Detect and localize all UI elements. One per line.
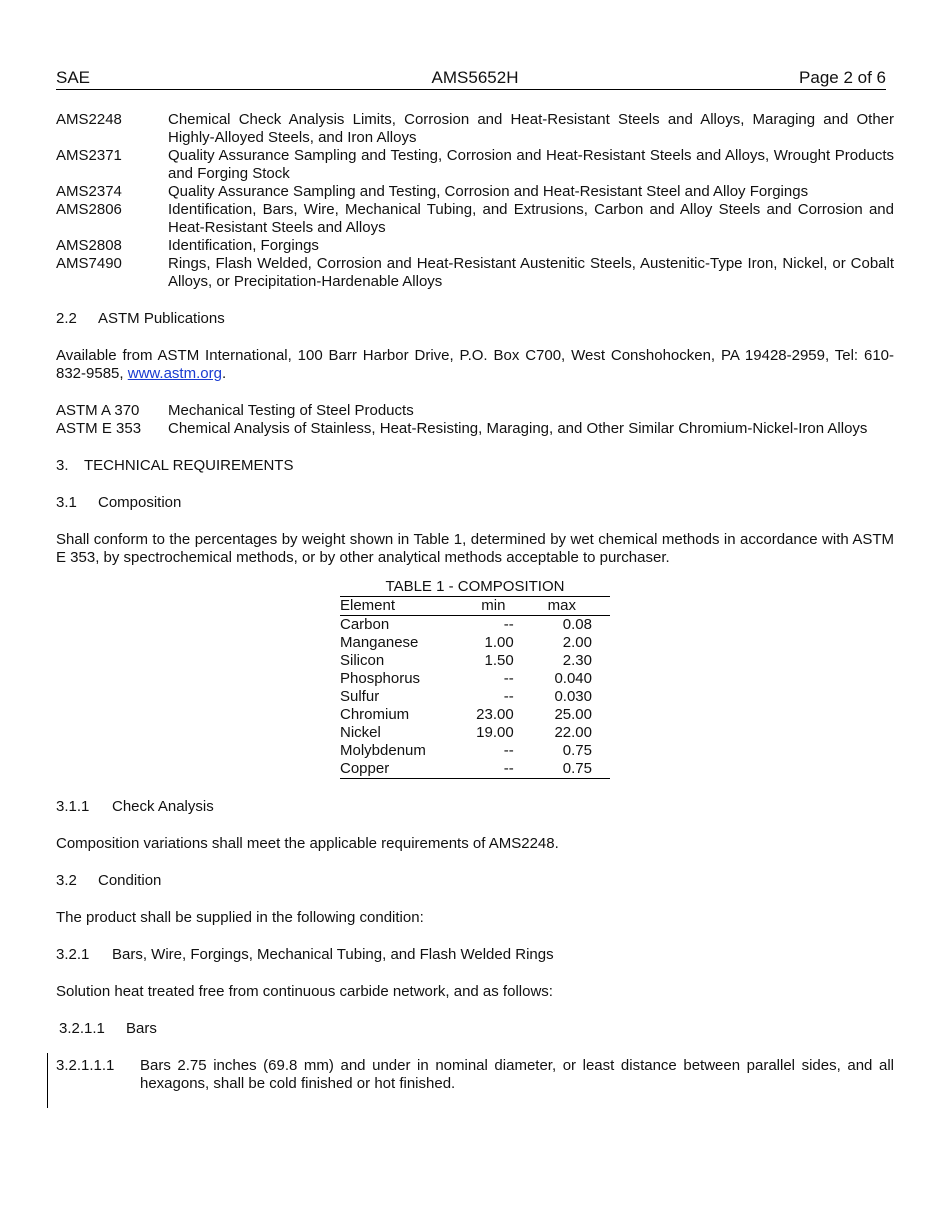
document-body xyxy=(56,111,894,1093)
reference-item xyxy=(56,147,894,183)
astm-reference-list xyxy=(56,402,894,438)
min-cell: -- xyxy=(503,688,514,705)
revision-change-bar xyxy=(47,1053,48,1108)
table-caption: TABLE 1 - COMPOSITION xyxy=(385,578,565,595)
section-number: 3.2.1.1 xyxy=(59,1020,105,1037)
table-row xyxy=(340,760,610,779)
section-title: Composition xyxy=(98,494,182,511)
sae-reference-list xyxy=(56,111,894,291)
reference-item xyxy=(56,111,894,147)
reference-code: ASTM E 353 xyxy=(56,420,142,437)
element-cell: Molybdenum xyxy=(340,742,426,759)
page-header xyxy=(56,67,886,90)
astm-availability-text: Available from ASTM International, 100 Barr Harbor Drive, P.O. Box C700, West Conshohocken, PA 19428-2959, Tel: 610-832-9585, xyxy=(56,347,894,382)
reference-desc: Quality Assurance Sampling and Testing, Corrosion and Heat-Resistant Steels and Alloys, Wrought Products and Forging Stock xyxy=(168,147,894,182)
reference-desc: Chemical Check Analysis Limits, Corrosion and Heat-Resistant Steels and Alloys, Maraging and Other Highly-Alloyed Steels, and Iron Alloys xyxy=(168,111,894,146)
reference-item xyxy=(56,255,894,291)
table-row xyxy=(340,670,610,688)
max-cell: 2.00 xyxy=(562,634,592,651)
reference-item xyxy=(56,402,894,420)
max-cell: 2.30 xyxy=(562,652,592,669)
max-cell: 25.00 xyxy=(554,706,592,723)
astm-link[interactable]: www.astm.org xyxy=(127,365,222,382)
column-header-max: max xyxy=(514,597,610,616)
header-doc-number: AMS5652H xyxy=(431,68,519,87)
reference-code: AMS7490 xyxy=(56,255,122,272)
section-heading-3-1 xyxy=(56,494,894,512)
min-cell: -- xyxy=(503,616,514,633)
composition-paragraph: Shall conform to the percentages by weight shown in Table 1, determined by wet chemical methods in accordance with ASTM E 353, by spectrochemical methods, or by other analytical methods acceptable to purchaser. xyxy=(56,531,894,566)
reference-code: ASTM A 370 xyxy=(56,402,140,419)
column-header-element: Element xyxy=(340,597,445,616)
table-row xyxy=(340,634,610,652)
composition-table xyxy=(340,578,610,779)
section-heading-3-1-1 xyxy=(56,798,894,816)
max-cell: 0.030 xyxy=(554,688,592,705)
min-cell: 1.00 xyxy=(484,634,514,651)
reference-code: AMS2371 xyxy=(56,147,122,164)
section-number: 3.2 xyxy=(56,872,77,889)
check-analysis-paragraph: Composition variations shall meet the applicable requirements of AMS2248. xyxy=(56,835,559,852)
element-cell: Copper xyxy=(340,760,445,779)
section-title: Bars xyxy=(126,1020,157,1037)
section-heading-2-2 xyxy=(56,310,894,328)
section-heading-3-2-1-1 xyxy=(56,1020,894,1038)
section-title: Bars, Wire, Forgings, Mechanical Tubing, and Flash Welded Rings xyxy=(112,946,554,963)
condition-paragraph: The product shall be supplied in the following condition: xyxy=(56,909,424,926)
reference-item xyxy=(56,420,894,438)
min-cell: -- xyxy=(503,742,514,759)
element-cell: Silicon xyxy=(340,652,385,669)
min-cell: 1.50 xyxy=(484,652,514,669)
reference-code: AMS2806 xyxy=(56,201,122,218)
element-cell: Nickel xyxy=(340,724,381,741)
section-number: 3. xyxy=(56,457,69,474)
reference-desc: Rings, Flash Welded, Corrosion and Heat-Resistant Austenitic Steels, Austenitic-Type Iron, Nickel, or Cobalt Alloys, or Precipitation-Hardenable Alloys xyxy=(168,255,894,290)
table-row xyxy=(340,724,610,742)
element-cell: Chromium xyxy=(340,706,410,723)
section-heading-3-2 xyxy=(56,872,894,890)
reference-item xyxy=(56,201,894,237)
element-cell: Manganese xyxy=(340,634,419,651)
min-cell: 19.00 xyxy=(476,724,514,741)
section-3-2-1-1-1 xyxy=(56,1057,894,1093)
min-cell: -- xyxy=(445,760,514,779)
reference-desc: Identification, Bars, Wire, Mechanical Tubing, and Extrusions, Carbon and Alloy Steels and Corrosion and Heat-Resistant Steels and Alloys xyxy=(168,201,894,236)
section-number: 2.2 xyxy=(56,310,77,327)
max-cell: 0.040 xyxy=(554,670,592,687)
heat-treatment-paragraph: Solution heat treated free from continuous carbide network, and as follows: xyxy=(56,983,553,1000)
table-row xyxy=(340,688,610,706)
element-cell: Carbon xyxy=(340,616,390,633)
section-number: 3.1 xyxy=(56,494,77,511)
astm-availability xyxy=(56,347,894,383)
reference-code: AMS2248 xyxy=(56,111,122,128)
reference-code: AMS2808 xyxy=(56,237,122,254)
reference-item xyxy=(56,183,894,201)
reference-desc: Mechanical Testing of Steel Products xyxy=(168,402,414,419)
max-cell: 0.75 xyxy=(562,742,592,759)
period: . xyxy=(221,365,227,382)
section-title: TECHNICAL REQUIREMENTS xyxy=(84,457,294,474)
section-title: Condition xyxy=(98,872,162,889)
section-title: Check Analysis xyxy=(112,798,214,815)
reference-desc: Quality Assurance Sampling and Testing, Corrosion and Heat-Resistant Steel and Alloy Forgings xyxy=(168,183,809,200)
section-heading-3 xyxy=(56,457,894,475)
max-cell: 0.08 xyxy=(562,616,592,633)
section-heading-3-2-1 xyxy=(56,946,894,964)
element-cell: Sulfur xyxy=(340,688,380,705)
element-cell: Phosphorus xyxy=(340,670,421,687)
bars-paragraph: Bars 2.75 inches (69.8 mm) and under in nominal diameter, or least distance between parallel sides, and all hexagons, shall be cold finished or hot finished. xyxy=(140,1057,894,1092)
reference-code: AMS2374 xyxy=(56,183,122,200)
reference-item xyxy=(56,237,894,255)
table-header-row xyxy=(340,597,610,616)
max-cell: 22.00 xyxy=(554,724,592,741)
reference-desc: Identification, Forgings xyxy=(168,237,319,254)
min-cell: 23.00 xyxy=(476,706,514,723)
section-title: ASTM Publications xyxy=(98,310,225,327)
min-cell: -- xyxy=(503,670,514,687)
section-number: 3.2.1 xyxy=(56,946,90,963)
header-org: SAE xyxy=(56,68,91,87)
table-row xyxy=(340,706,610,724)
header-page-number: Page 2 of 6 xyxy=(799,68,886,87)
column-header-min: min xyxy=(445,597,514,616)
section-number: 3.1.1 xyxy=(56,798,90,815)
max-cell: 0.75 xyxy=(514,760,610,779)
table-row xyxy=(340,742,610,760)
reference-desc: Chemical Analysis of Stainless, Heat-Resisting, Maraging, and Other Similar Chromium-Nickel-Iron Alloys xyxy=(168,420,868,437)
table-row xyxy=(340,616,610,635)
table-row xyxy=(340,652,610,670)
section-number: 3.2.1.1.1 xyxy=(56,1057,115,1074)
